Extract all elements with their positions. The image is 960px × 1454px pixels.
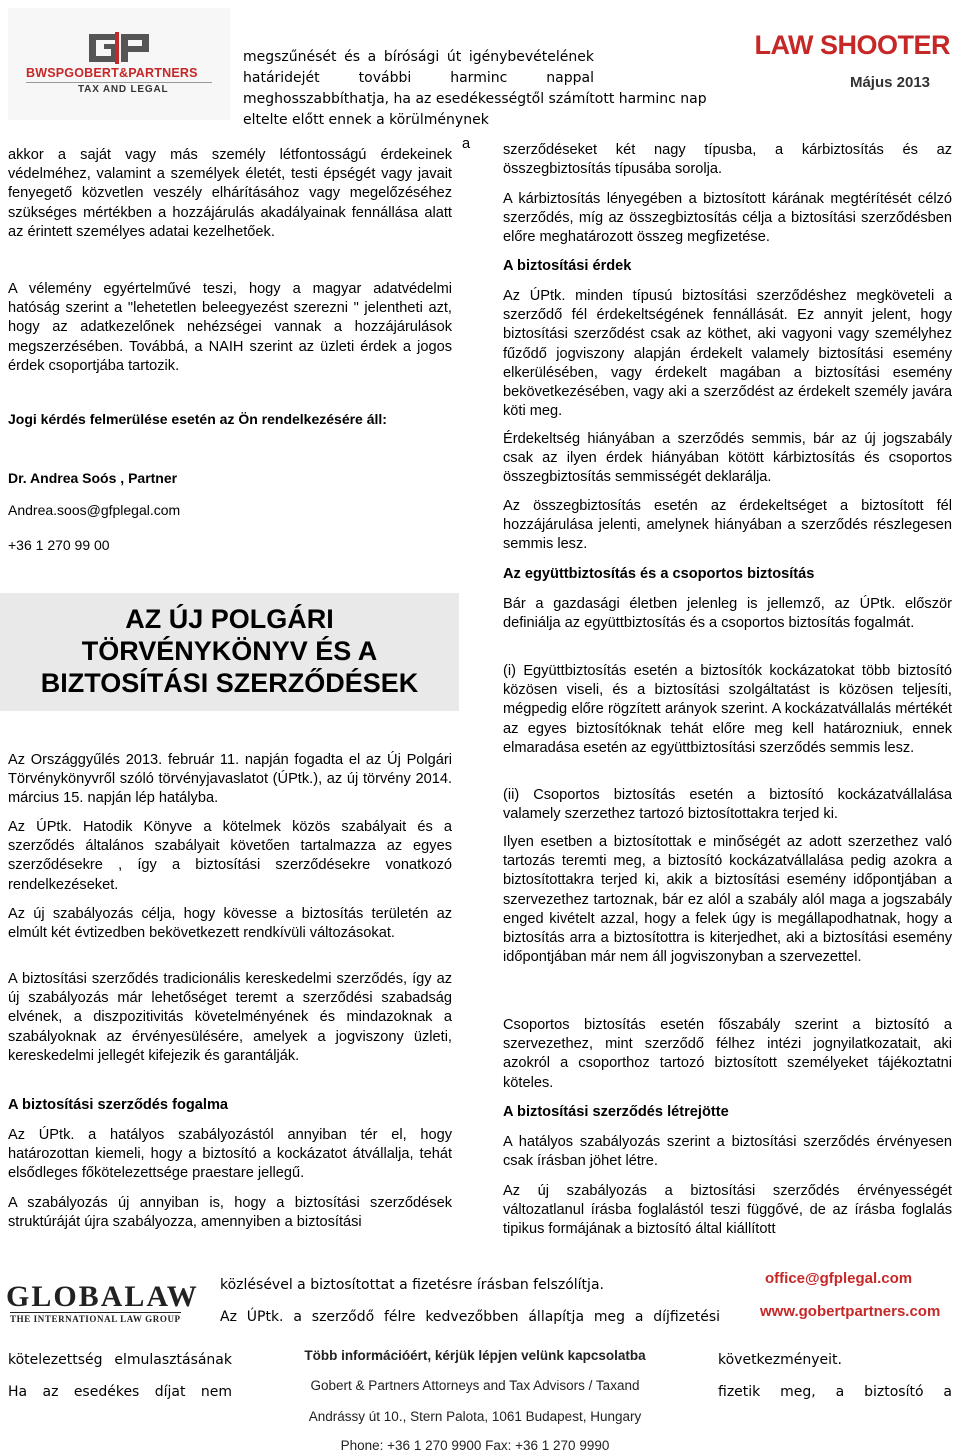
overflow-line: eltelte előtt ennek a körülménynek <box>243 112 489 128</box>
right-paragraph: Az új szabályozás a biztosítási szerződés érvényességét változatlanul írásba foglalástól teszi függővé, de az írásba foglalás tipikus formájának a biztosító által kiállított <box>503 1183 952 1238</box>
contact-name: Dr. Andrea Soós , Partner <box>8 470 178 486</box>
section-heading: A biztosítási szerződés létrejötte <box>503 1104 729 1120</box>
globalaw-logo <box>6 1266 210 1326</box>
gobert-partners-logo <box>8 8 230 120</box>
footer-email[interactable]: office@gfplegal.com <box>765 1270 913 1287</box>
footer-overflow-line: Ha az esedékes díjat nem <box>8 1384 232 1400</box>
footer-overflow-line: Az ÚPtk. a szerződő félre kedvezőbben állapítja meg a díjfizetési <box>220 1309 720 1325</box>
footer-more-info: Több információért, kérjük lépjen velünk kapcsolatba <box>304 1348 646 1363</box>
article-title-line: AZ ÚJ POLGÁRI <box>125 604 334 634</box>
footer-overflow-line: közlésével a biztosítottat a fizetésre írásban felszólítja. <box>220 1277 604 1293</box>
right-paragraph: (i) Együttbiztosítás esetén a biztosítók kockázatokat több biztosító közösen viseli, és a biztosítási szolgáltatást is közösen teljesíti, mégpedig előre rögzített arányok szerint. A kockázatvállalás mértékét az egyes biztosítóknak tehát előre meg kell határozniuk, ennek elmaradása esetén az együttbiztosítási szerződés semmis lesz. <box>503 663 952 756</box>
left-paragraph: akkor a saját vagy más személy létfontosságú érdekeinek védelméhez, valamint a személyek életét, testi épségét vagy javait fenyegető közvetlen veszély elhárításához vagy megelőzéséhez szükséges mértékben a hozzájárulás akadályainak fennállása alatt az érintett személyes adatai kezelhetőek. <box>8 147 452 240</box>
overflow-line: határidejét további harminc nappal <box>243 70 594 86</box>
section-heading: A biztosítási szerződés fogalma <box>8 1097 229 1113</box>
right-paragraph: A hatályos szabályozás szerint a biztosítási szerződés érvényesen csak írásban jöhet létre. <box>503 1134 952 1170</box>
gp-mark-icon <box>85 30 155 66</box>
left-paragraph: A biztosítási szerződés tradicionális kereskedelmi szerződés, így az új szabályozás már lehetőséget teremt a szerződési szabadság elvének, a diszpozitivitás követelményének és mindazoknak a szabályoknak az érvényesülésére, amelyek a jogviszony üzleti, kereskedelmi jellegét kifejezik és garantálják. <box>8 971 452 1064</box>
issue-date: Május 2013 <box>849 74 930 91</box>
section-heading: Az együttbiztosítás és a csoportos biztosítás <box>503 566 815 582</box>
article-title-line: TÖRVÉNYKÖNYV ÉS A <box>81 636 378 666</box>
right-paragraph: Bár a gazdasági életben jelenleg is jellemző, az ÚPtk. először definiálja az együttbiztosítás és a csoportos biztosítás fogalmát. <box>503 596 952 632</box>
right-paragraph: Az ÚPtk. minden típusú biztosítási szerződéshez megköveteli a szerződő fél érdekeltségének fennállását. Ez annyit jelent, hogy biztosítási szerződést csak az köthet, aki vagyoni vagy személyhez fűződő jogviszony alapján érdekelt valamely biztosítási esemény elkerülésében, vagy érdekelt magában a biztosítási esemény bekövetkezésében, vagy aki a szerződést az érdekelt személy javára köti meg. <box>503 288 952 420</box>
right-paragraph: (ii) Csoportos biztosítás esetén a biztosító kockázatvállalása valamely szerzethez tartozó biztosítottakra terjed ki. <box>503 787 952 823</box>
overflow-line: meghosszabbíthatja, ha az esedékességtől számított harminc nap <box>243 91 707 107</box>
footer-address: Andrássy út 10., Stern Palota, 1061 Budapest, Hungary <box>308 1409 642 1424</box>
left-paragraph: Az Országgyűlés 2013. február 11. napján fogadta el az Új Polgári Törvénykönyvről szóló törvényjavaslatot (ÚPtk.), az új törvény 2014. március 15. napján lép hatályba. <box>8 752 452 807</box>
footer-phone-fax: Phone: +36 1 270 9900 Fax: +36 1 270 9990 <box>340 1438 610 1453</box>
footer-web[interactable]: www.gobertpartners.com <box>760 1303 941 1320</box>
left-paragraph: Az ÚPtk. Hatodik Könyve a kötelmek közös szabályait és a szerződés általános szabályait követően tartalmazza az egyes szerződésekre , így a biztosítási szerződésekre vonatkozó rendelkezéseket. <box>8 819 452 893</box>
newsletter-title: LAW SHOOTER <box>754 30 950 60</box>
footer-overflow-line: kötelezettség elmulasztásának <box>8 1352 232 1368</box>
logo-name: BWSPGOBERT&PARTNERS <box>26 66 198 80</box>
logo-divider <box>26 82 212 83</box>
contact-phone: +36 1 270 99 00 <box>8 537 110 553</box>
logo-sub: TAX AND LEGAL <box>78 84 169 95</box>
footer-overflow-line: fizetik meg, a biztosító a <box>718 1384 952 1400</box>
right-paragraph: Az összegbiztosítás esetén az érdekeltséget a biztosított fél hozzájárulása jelenti, amelynek hiányában a szerződés részlegesen semmis lesz. <box>503 498 952 553</box>
left-paragraph: Az ÚPtk. a hatályos szabályozástól annyiban tér el, hogy határozottan kiemeli, hogy a biztosító a kockázatot átvállalja, tehát elsődleges főkötelezettsége praestare jellegű. <box>8 1127 452 1182</box>
footer-firm: Gobert & Partners Attorneys and Tax Advisors / Taxand <box>310 1378 640 1393</box>
globalaw-sub: THE INTERNATIONAL LAW GROUP <box>10 1314 181 1324</box>
right-paragraph: Ilyen esetben a biztosítottak e minőségét az adott szerzethez való tartozás teremti meg, a biztosító kockázatvállalása pedig azokra a biztosítottakra terjed ki, akik a biztosítási esemény időpontjában a szervezethez tartoznak, bár ez alól a szabály alól maga a jogszabály enged kivételt azzal, hogy a felek úgy is megállapodhatnak, hogy a biztosítás arra a biztosítottra is kiterjedhet, aki a biztosítási esemény időpontjában már nem áll jogviszonyban a szervezettel. <box>503 834 952 966</box>
globalaw-name: GLOBALAW <box>6 1280 199 1313</box>
section-heading: A biztosítási érdek <box>503 258 632 274</box>
overflow-line: megszűnését és a bírósági út igénybevételének <box>243 49 594 65</box>
contact-heading: Jogi kérdés felmerülése esetén az Ön rendelkezésére áll: <box>8 411 387 427</box>
right-paragraph: szerződéseket két nagy típusba, a kárbiztosítás és az összegbiztosítás típusába sorolja. <box>503 142 952 178</box>
left-paragraph: A szabályozás új annyiban is, hogy a biztosítási szerződések struktúráját újra szabályozza, amennyiben a biztosítási <box>8 1195 452 1231</box>
article-title-line: BIZTOSÍTÁSI SZERZŐDÉSEK <box>40 668 419 698</box>
right-paragraph: Csoportos biztosítás esetén főszabály szerint a biztosító a szervezethez, mint szerződő félhez intézi jognyilatkozatait, aki azokról a csoporthoz tartozó biztosított személyeket tájékoztatni köteles. <box>503 1017 952 1091</box>
footer-overflow-line: következményeit. <box>718 1352 842 1368</box>
right-paragraph: Érdekeltség hiányában a szerződés semmis, bár az új jogszabály csak az ilyen érdek hiányában kötött kárbiztosítás és csoportos összegbiztosítás semmisségét deklarálja. <box>503 431 952 486</box>
article-title-box <box>0 593 459 711</box>
left-paragraph: Az új szabályozás célja, hogy kövesse a biztosítás területén az elmúlt két évtizedben bekövetkezett rendkívüli változásokat. <box>8 906 452 942</box>
stray-letter: a <box>462 136 471 152</box>
contact-email[interactable]: Andrea.soos@gfplegal.com <box>8 502 181 518</box>
top-overflow-text <box>243 47 707 131</box>
right-paragraph: A kárbiztosítás lényegében a biztosított kárának megtérítését célzó szerződés, míg az összegbiztosítás célja a biztosítási szerződésben előre meghatározott összeg megfizetése. <box>503 191 952 246</box>
left-paragraph: A vélemény egyértelművé teszi, hogy a magyar adatvédelmi hatóság szerint a "lehetetlen beleegyezést szerezni " jelentheti azt, hogy az adatkezelőnek nehézségei vannak a hozzájárulások megszerzésében. Továbbá, a NAIH szerint az üzleti érdek a jogos érdek csoportjába tartozik. <box>8 281 452 374</box>
